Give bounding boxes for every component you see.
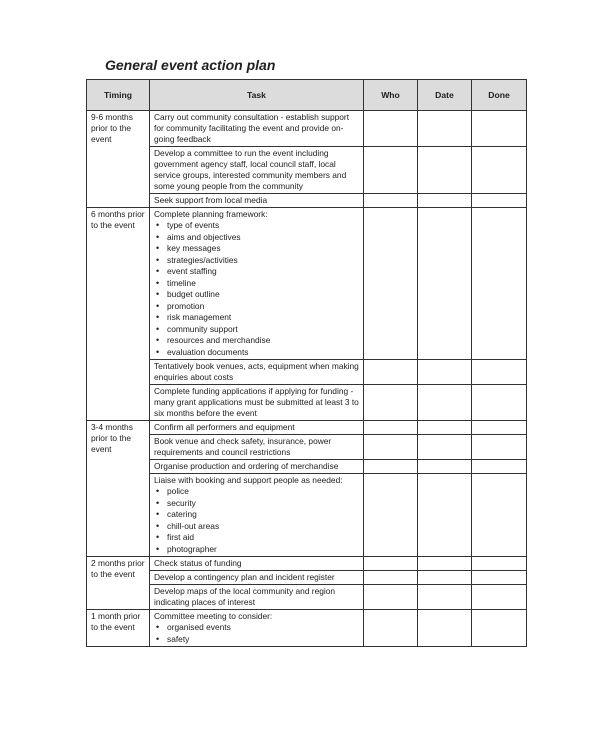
task-bullet-list (154, 486, 359, 555)
task-cell (150, 360, 364, 385)
task-cell (150, 557, 364, 571)
date-cell[interactable] (418, 435, 472, 460)
task-cell (150, 421, 364, 435)
done-cell[interactable] (472, 460, 527, 474)
timing-cell: 2 months prior to the event (87, 557, 150, 610)
done-cell[interactable] (472, 208, 527, 360)
list-item: • aims and objectives (154, 232, 359, 244)
list-item: • organised events (154, 622, 359, 634)
task-cell (150, 460, 364, 474)
done-cell[interactable] (472, 111, 527, 147)
list-item: • type of events (154, 220, 359, 232)
task-text: Develop a contingency plan and incident register (154, 572, 335, 582)
task-text: Complete planning framework: (154, 209, 268, 219)
date-cell[interactable] (418, 557, 472, 571)
who-cell[interactable] (364, 460, 418, 474)
table-row (87, 147, 527, 194)
date-cell[interactable] (418, 571, 472, 585)
table-row (87, 421, 527, 435)
timing-cell: 3-4 months prior to the event (87, 421, 150, 557)
list-item: • chill-out areas (154, 521, 359, 533)
action-plan-table (86, 79, 527, 647)
task-cell (150, 385, 364, 421)
table-row (87, 385, 527, 421)
date-cell[interactable] (418, 194, 472, 208)
list-item: • promotion (154, 301, 359, 313)
task-cell (150, 111, 364, 147)
task-text: Book venue and check safety, insurance, power requirements and council restrictions (154, 436, 332, 457)
who-cell[interactable] (364, 585, 418, 610)
list-item: • safety (154, 634, 359, 646)
who-cell[interactable] (364, 435, 418, 460)
task-text: Tentatively book venues, acts, equipment when making enquiries about costs (154, 361, 359, 382)
done-cell[interactable] (472, 194, 527, 208)
done-cell[interactable] (472, 435, 527, 460)
date-cell[interactable] (418, 111, 472, 147)
header-done: Done (472, 80, 527, 111)
timing-cell: 1 month prior to the event (87, 610, 150, 647)
table-header-row (87, 80, 527, 111)
task-text: Carry out community consultation - establish support for community facilitating the event and provide on-going feedback (154, 112, 350, 144)
date-cell[interactable] (418, 208, 472, 360)
who-cell[interactable] (364, 385, 418, 421)
table-row (87, 435, 527, 460)
date-cell[interactable] (418, 474, 472, 557)
who-cell[interactable] (364, 360, 418, 385)
list-item: • police (154, 486, 359, 498)
task-text: Complete funding applications if applying for funding - many grant applications must be submitted at least 3 to six months before the event (154, 386, 359, 418)
table-row (87, 557, 527, 571)
who-cell[interactable] (364, 557, 418, 571)
task-text: Confirm all performers and equipment (154, 422, 295, 432)
date-cell[interactable] (418, 585, 472, 610)
task-text: Organise production and ordering of merchandise (154, 461, 339, 471)
table-row (87, 194, 527, 208)
task-bullet-list (154, 220, 359, 358)
task-bullet-list (154, 622, 359, 645)
document-title: General event action plan (105, 57, 276, 73)
table-row (87, 571, 527, 585)
done-cell[interactable] (472, 360, 527, 385)
list-item: • evaluation documents (154, 347, 359, 359)
task-text: Committee meeting to consider: (154, 611, 273, 621)
who-cell[interactable] (364, 208, 418, 360)
task-cell (150, 571, 364, 585)
who-cell[interactable] (364, 421, 418, 435)
task-text: Liaise with booking and support people as needed: (154, 475, 343, 485)
list-item: • risk management (154, 312, 359, 324)
date-cell[interactable] (418, 421, 472, 435)
header-who: Who (364, 80, 418, 111)
task-cell (150, 208, 364, 360)
done-cell[interactable] (472, 421, 527, 435)
timing-cell: 6 months prior to the event (87, 208, 150, 421)
who-cell[interactable] (364, 474, 418, 557)
header-timing: Timing (87, 80, 150, 111)
task-cell (150, 147, 364, 194)
list-item: • budget outline (154, 289, 359, 301)
who-cell[interactable] (364, 571, 418, 585)
done-cell[interactable] (472, 610, 527, 647)
done-cell[interactable] (472, 557, 527, 571)
list-item: • photographer (154, 544, 359, 556)
done-cell[interactable] (472, 147, 527, 194)
task-cell (150, 610, 364, 647)
list-item: • catering (154, 509, 359, 521)
task-text: Check status of funding (154, 558, 242, 568)
who-cell[interactable] (364, 610, 418, 647)
who-cell[interactable] (364, 111, 418, 147)
table-row (87, 111, 527, 147)
who-cell[interactable] (364, 194, 418, 208)
table-row (87, 208, 527, 360)
list-item: • first aid (154, 532, 359, 544)
date-cell[interactable] (418, 385, 472, 421)
table-row (87, 474, 527, 557)
done-cell[interactable] (472, 474, 527, 557)
task-cell (150, 435, 364, 460)
table-row (87, 610, 527, 647)
date-cell[interactable] (418, 460, 472, 474)
task-text: Seek support from local media (154, 195, 268, 205)
header-task: Task (150, 80, 364, 111)
header-date: Date (418, 80, 472, 111)
list-item: • key messages (154, 243, 359, 255)
who-cell[interactable] (364, 147, 418, 194)
task-text: Develop a committee to run the event including government agency staff, local council staff, local service groups, interested community members and some young people from the community (154, 148, 347, 191)
timing-cell: 9-6 months prior to the event (87, 111, 150, 208)
list-item: • timeline (154, 278, 359, 290)
table-row (87, 360, 527, 385)
list-item: • community support (154, 324, 359, 336)
table-row (87, 460, 527, 474)
table-row (87, 585, 527, 610)
task-cell (150, 585, 364, 610)
task-text: Develop maps of the local community and region indicating places of interest (154, 586, 336, 607)
list-item: • event staffing (154, 266, 359, 278)
date-cell[interactable] (418, 610, 472, 647)
task-cell (150, 194, 364, 208)
list-item: • security (154, 498, 359, 510)
date-cell[interactable] (418, 147, 472, 194)
task-cell (150, 474, 364, 557)
list-item: • strategies/activities (154, 255, 359, 267)
done-cell[interactable] (472, 585, 527, 610)
date-cell[interactable] (418, 360, 472, 385)
table-body (87, 111, 527, 647)
done-cell[interactable] (472, 385, 527, 421)
done-cell[interactable] (472, 571, 527, 585)
list-item: • resources and merchandise (154, 335, 359, 347)
